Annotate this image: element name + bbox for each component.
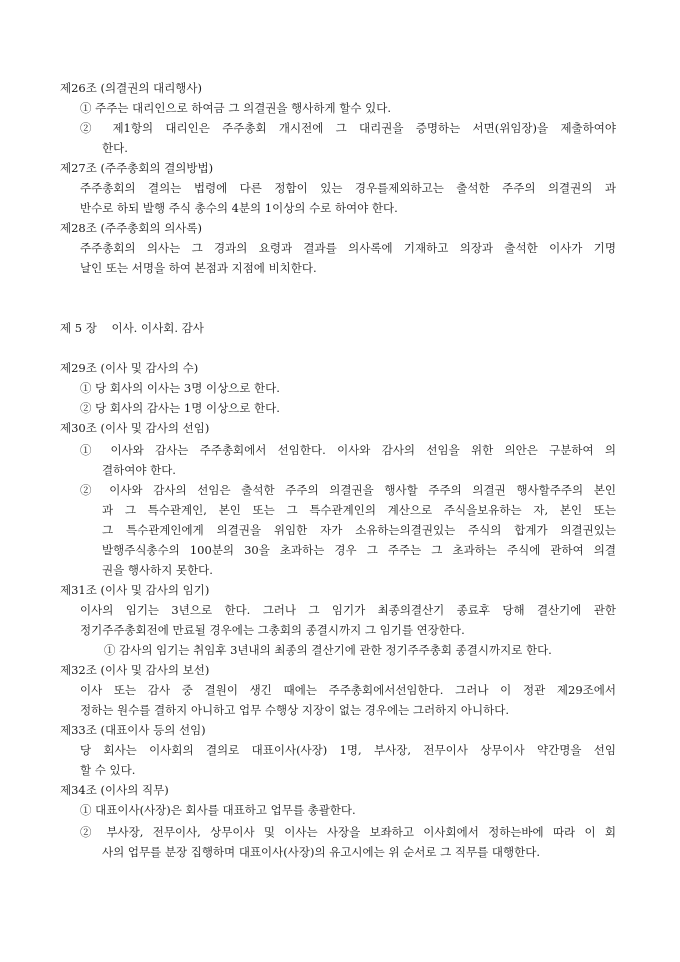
chapter-5-heading: 제 5 장 이사. 이사회. 감사 bbox=[60, 321, 204, 335]
article-32-line-2: 정하는 원수를 결하지 아니하고 업무 수행상 지장이 없는 경우에는 그러하지 아니하다. bbox=[80, 703, 510, 717]
article-30-clause-1-line-1: ① 이사와 감사는 주주총회에서 선임한다. 이사와 감사의 선임을 위한 의안은 구분하여 의 bbox=[80, 443, 616, 457]
article-31-line-1: 이사의 임기는 3년으로 한다. 그러나 그 임기가 최종의결산기 종료후 당해 결산기에 관한 bbox=[80, 603, 616, 617]
article-33-heading: 제33조 (대표이사 등의 선임) bbox=[60, 723, 206, 737]
article-26-heading: 제26조 (의결권의 대리행사) bbox=[60, 81, 203, 95]
article-26-clause-2-line-2: 한다. bbox=[102, 141, 128, 155]
article-30-heading: 제30조 (이사 및 감사의 선임) bbox=[60, 421, 210, 435]
article-30-clause-2-line-5: 권을 행사하지 못한다. bbox=[102, 563, 213, 577]
article-30-clause-2-line-4: 발행주식총수의 100분의 30을 초과하는 경우 그 주주는 그 초과하는 주식에 관하여 의결 bbox=[102, 543, 616, 557]
article-27-line-1: 주주총회의 결의는 법령에 다른 정함이 있는 경우를제외하고는 출석한 주주의 의결권의 과 bbox=[80, 181, 616, 195]
article-34-clause-1: ① 대표이사(사장)은 회사를 대표하고 업무를 총괄한다. bbox=[80, 803, 356, 817]
article-28-line-2: 날인 또는 서명을 하여 본점과 지점에 비치한다. bbox=[80, 261, 317, 275]
article-34-clause-2-line-1: ② 부사장, 전무이사, 상무이사 및 이사는 사장을 보좌하고 이사회에서 정하는바에 따라 이 회 bbox=[80, 825, 616, 839]
article-26-clause-2-line-1: ② 제1항의 대리인은 주주총회 개시전에 그 대리권을 증명하는 서면(위임장)을 제출하여야 bbox=[80, 121, 616, 135]
article-30-clause-1-line-2: 결하여야 한다. bbox=[102, 463, 176, 477]
article-27-line-2: 반수로 하되 발행 주식 총수의 4분의 1이상의 수로 하여야 한다. bbox=[80, 201, 398, 215]
article-30-clause-2-line-3: 그 특수관계인에게 의결권을 위임한 자가 소유하는의결권있는 주식의 합계가 의결권있는 bbox=[102, 523, 616, 537]
article-31-clause-1: ① 감사의 임기는 취임후 3년내의 최종의 결산기에 관한 정기주주총회 종결시까지로 한다. bbox=[104, 643, 552, 657]
article-31-heading: 제31조 (이사 및 감사의 임기) bbox=[60, 583, 210, 597]
article-29-heading: 제29조 (이사 및 감사의 수) bbox=[60, 361, 199, 375]
article-34-clause-2-line-2: 사의 업무를 분장 집행하며 대표이사(사장)의 유고시에는 위 순서로 그 직무를 대행한다. bbox=[102, 845, 540, 859]
article-26-clause-1: ① 주주는 대리인으로 하여금 그 의결권을 행사하게 할수 있다. bbox=[80, 101, 392, 115]
article-30-clause-2-line-2: 과 그 특수관계인, 본인 또는 그 특수관계인의 계산으로 주식을보유하는 자, 본인 또는 bbox=[102, 503, 616, 517]
article-29-clause-2: ② 당 회사의 감사는 1명 이상으로 한다. bbox=[80, 401, 280, 415]
article-28-heading: 제28조 (주주총회의 의사록) bbox=[60, 221, 203, 235]
article-31-line-2: 정기주주총회전에 만료될 경우에는 그총회의 종결시까지 그 임기를 연장한다. bbox=[80, 623, 465, 637]
article-30-clause-2-line-1: ② 이사와 감사의 선임은 출석한 주주의 의결권을 행사할 주주의 의결권 행사할주주의 본인 bbox=[80, 483, 616, 497]
article-28-line-1: 주주총회의 의사는 그 경과의 요령과 결과를 의사록에 기재하고 의장과 출석한 이사가 기명 bbox=[80, 241, 616, 255]
article-32-line-1: 이사 또는 감사 중 결원이 생긴 때에는 주주총회에서선임한다. 그러나 이 정관 제29조에서 bbox=[80, 683, 616, 697]
article-33-line-1: 당 회사는 이사회의 결의로 대표이사(사장) 1명, 부사장, 전무이사 상무이사 약간명을 선임 bbox=[80, 743, 616, 757]
article-32-heading: 제32조 (이사 및 감사의 보선) bbox=[60, 663, 210, 677]
article-33-line-2: 할 수 있다. bbox=[80, 763, 136, 777]
article-27-heading: 제27조 (주주총회의 결의방법) bbox=[60, 161, 214, 175]
article-29-clause-1: ① 당 회사의 이사는 3명 이상으로 한다. bbox=[80, 381, 280, 395]
article-34-heading: 제34조 (이사의 직무) bbox=[60, 783, 169, 797]
